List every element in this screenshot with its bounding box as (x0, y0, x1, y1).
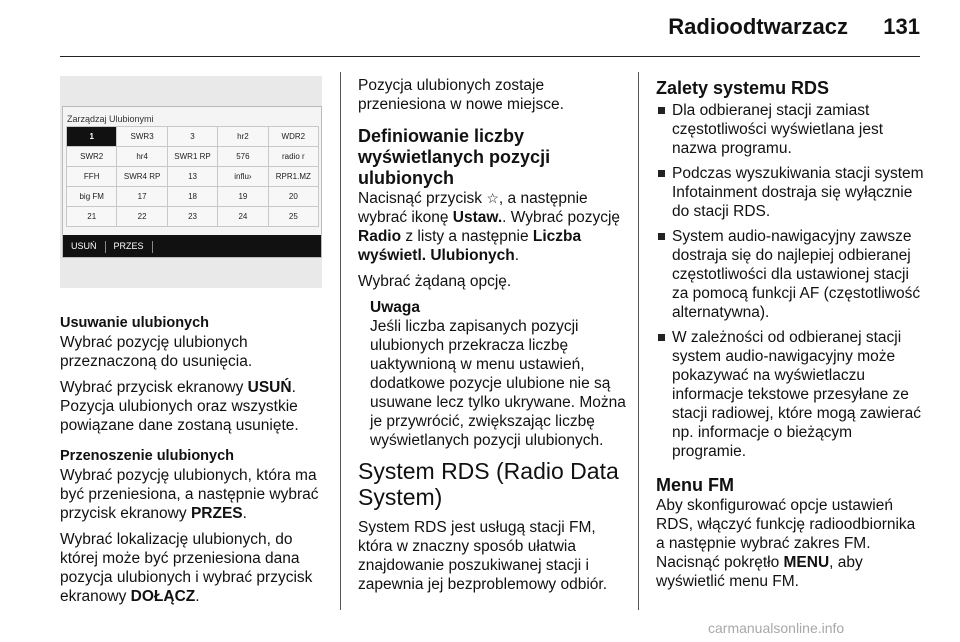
paragraph: Wybrać żądaną opcję. (358, 273, 512, 290)
favourite-slot: 13 (167, 166, 218, 187)
favourite-slot: SWR4 RP (116, 166, 167, 187)
column-left (60, 76, 330, 613)
delete-button-label: USUŃ (247, 379, 292, 396)
favourite-slot: 576 (217, 146, 268, 167)
favourite-slot: 21 (66, 206, 117, 227)
grid-row (66, 126, 318, 146)
grid-row (66, 186, 318, 206)
favourite-slot: 19 (217, 186, 268, 207)
favourite-slot: influ› (217, 166, 268, 187)
favourite-slot: 25 (268, 206, 319, 227)
favourite-slot: SWR1 RP (167, 146, 218, 167)
note-box (358, 298, 628, 450)
softkey-bar (63, 235, 321, 257)
list-item: Podczas wyszukiwania stacji system Infotainment dostraja się wyłącznie do stacji RDS. (656, 164, 926, 221)
paragraph: Wybrać lokalizację ulubionych, do której może być przeniesiona dana pozycja ulubionych i wybrać przycisk ekranowy DOŁĄCZ. (60, 531, 313, 605)
favourite-slot: big FM (66, 186, 117, 207)
favourites-count-label: Liczba wyświetl. Ulubionych (358, 228, 582, 264)
delete-softkey: USUŃ (71, 241, 97, 251)
favourite-slot: 18 (167, 186, 218, 207)
page-title: Radioodtwarzacz (668, 14, 848, 39)
paragraph: Aby skonfigurować opcje ustawień RDS, włączyć funkcję radioodbiornika a następnie wybrać zakres FM. Nacisnąć pokrętło MENU, aby wyświetlić menu FM. (656, 497, 916, 590)
favourite-slot: hr4 (116, 146, 167, 167)
favourite-slot: FFH (66, 166, 117, 187)
favourites-star-icon: ☆ (486, 190, 499, 206)
favourites-grid (66, 126, 318, 226)
favourite-slot: hr2 (217, 126, 268, 147)
list-item: W zależności od odbieranej stacji system audio-nawigacyjny może pokazywać na wyświetlaczu informacje tekstowe przesyłane ze stacji radiowej, które mogą zawierać np. informacje o bieżącym programie. (656, 328, 926, 461)
page-number: 131 (883, 14, 920, 39)
note-text: Jeśli liczba zapisanych pozycji ulubionych przekracza liczbę uaktywnioną w menu ustawień, dodatkowe pozycje ulubione nie są usuwane lecz tylko ukrywane. Można je przywrócić, zwiększając liczbę wyświetlanych pozycji ulubionych. (370, 318, 626, 449)
note-title: Uwaga (370, 299, 420, 316)
page-header (0, 0, 960, 60)
favourite-slot: RPR1.MZ (268, 166, 319, 187)
column-right (656, 76, 926, 598)
favourite-slot: 3 (167, 126, 218, 147)
favourites-screenshot (60, 76, 322, 288)
advantages-list (656, 101, 926, 461)
favourite-slot: radio r (268, 146, 319, 167)
paragraph: System RDS jest usługą stacji FM, która w znaczny sposób ułatwia znajdowanie poszukiwanej stacji i zapewnia jej bezproblemowy odbiór. (358, 519, 608, 593)
list-item: Dla odbieranej stacji zamiast częstotliwości wyświetlana jest nazwa programu. (656, 101, 926, 158)
paragraph: Wybrać przycisk ekranowy USUŃ. Pozycja ulubionych oraz wszystkie powiązane dane zostaną usunięte. (60, 379, 299, 434)
menu-knob-label: MENU (783, 554, 830, 571)
attach-button-label: DOŁĄCZ (130, 588, 196, 605)
section-heading-fm-menu: Menu FM (656, 475, 734, 495)
favourite-slot: 22 (116, 206, 167, 227)
paragraph: Wybrać pozycję ulubionych, która ma być przeniesiona, a następnie wybrać przycisk ekranowy PRZES. (60, 467, 319, 522)
favourite-slot: 20 (268, 186, 319, 207)
screen-title: Zarządzaj Ulubionymi (67, 114, 154, 124)
favourite-slot: 24 (217, 206, 268, 227)
paragraph: Pozycja ulubionych zostaje przeniesiona w nowe miejsce. (358, 77, 564, 113)
paragraph: Wybrać pozycję ulubionych przeznaczoną do usunięcia. (60, 334, 253, 370)
favourite-slot: SWR2 (66, 146, 117, 167)
move-softkey: PRZES (113, 241, 144, 251)
section-heading-move: Przenoszenie ulubionych (60, 448, 235, 464)
section-heading-define: Definiowanie liczby wyświetlanych pozycji ulubionych (358, 126, 551, 188)
infotainment-screen (62, 106, 322, 258)
favourite-slot: 17 (116, 186, 167, 207)
watermark: carmanualsonline.info (708, 620, 845, 636)
section-heading-advantages: Zalety systemu RDS (656, 78, 830, 98)
section-heading-rds: System RDS (Radio Data System) (358, 458, 619, 510)
favourite-slot: 23 (167, 206, 218, 227)
grid-row (66, 206, 318, 226)
column-divider (340, 72, 341, 610)
favourite-slot: 1 (66, 126, 117, 147)
list-item: System audio-nawigacyjny zawsze dostraja się do najlepiej odbieranej częstotliwości dla ustawionej stacji za pomocą funkcji AF (częstotliwość alternatywna). (656, 227, 926, 322)
favourite-slot: WDR2 (268, 126, 319, 147)
paragraph: Nacisnąć przycisk ☆, a następnie wybrać ikonę Ustaw.. Wybrać pozycję Radio z listy a następnie Liczba wyświetl. Ulubionych. (358, 190, 621, 264)
favourite-slot: SWR3 (116, 126, 167, 147)
grid-row (66, 146, 318, 166)
header-divider (60, 56, 920, 57)
radio-label: Radio (358, 228, 402, 245)
column-middle (358, 76, 628, 601)
softkey-separator (152, 241, 153, 253)
column-divider (638, 72, 639, 610)
settings-label: Ustaw. (452, 209, 503, 226)
move-button-label: PRZES (190, 505, 243, 522)
grid-row (66, 166, 318, 186)
section-heading-delete: Usuwanie ulubionych (60, 315, 210, 331)
